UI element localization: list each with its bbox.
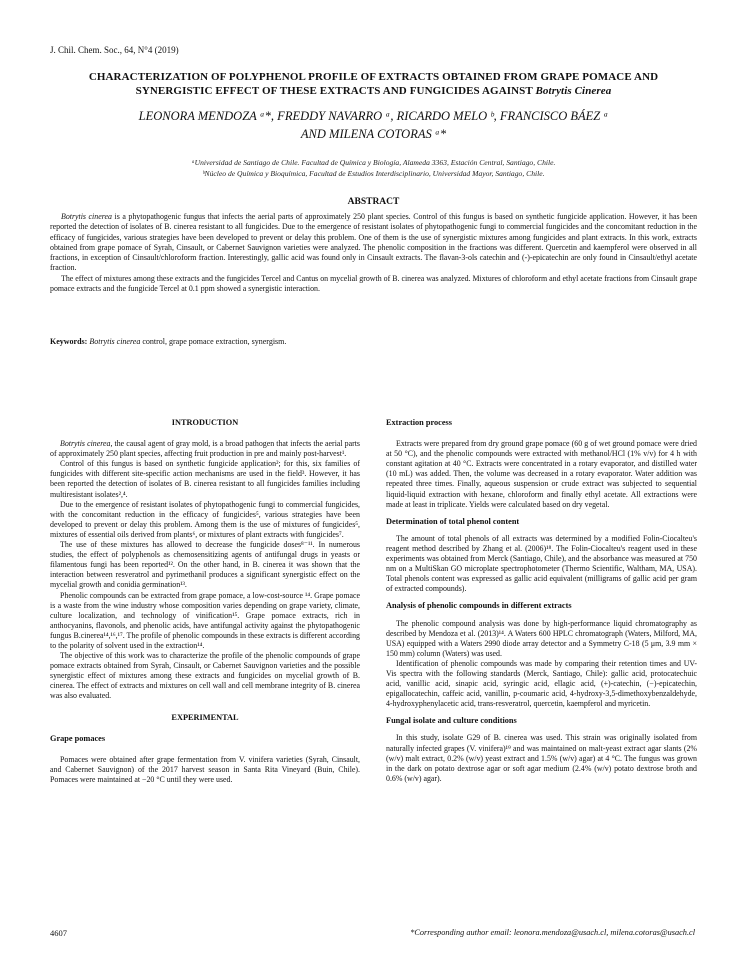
experimental-heading: EXPERIMENTAL: [171, 712, 239, 722]
intro-paragraph-4: The use of these mixtures has allowed to decrease the fungicide doses⁸⁻¹¹. In numerous studies, the effect of polyphenols as chemosensitizing agents of antifungal drugs in yeasts or filamentous fungi has been reported¹². On the other hand, in B. cinerea it was shown that the interaction between resveratrol and pyrimethanil produces a significant synergistic effect on the mycelial growth and conidia germination¹³.: [50, 540, 360, 590]
intro-paragraph-1: Botrytis cinerea, the causal agent of gray mold, is a broad pathogen that infects the aerial parts of approximately 250 plant species, affecting fruit production in pre and mainly post-harvest¹.: [50, 439, 361, 459]
phenolic-analysis-heading: Analysis of phenolic compounds in different extracts: [386, 601, 572, 611]
paper-title: [40, 70, 707, 98]
title-line-2: SYNERGISTIC EFFECT OF THESE EXTRACTS AND FUNGICIDES AGAINST Botrytis Cinerea: [135, 85, 612, 97]
grape-pomaces-paragraph: Pomaces were obtained after grape fermentation from V. vinifera varieties (Syrah, Cinsault, and Cabernet Sauvignon) of the 2017 harvest season in Santa Rita Vineyard (Buin, Chile). Pomaces were maintained at −20 °C until they were used.: [50, 754, 360, 784]
abstract-paragraph-1: Botrytis cinerea is a phytopathogenic fungus that infects the aerial parts of approximately 250 plant species. Control of this fungus is based on synthetic fungicide application. However, it has been reported the detection of isolates of B. cinerea resistant to all fungicides. Due to the emergence of resistant isolates of phytopathogenic fungi to commercial fungicides and the concomitant reduction in the efficacy of fungicides, various strategies have been developed to prevent or delay this problem. One of them is the use of synergistic mixtures among fungicides and plant extracts. In this work, extracts obtained from grape pomace of Syrah, Cinsault, or Cabernet Sauvignon varieties were analyzed. The phenolic composition in the fractions was different. Quercetin and kaempferol were observed in all fractions, in exception of Cinsault/chloroform fraction. Interestingly, gallic acid was found only in Cinsault extracts. The flavan-3-ols catechin and (-)-epicatechin are only found in Cinsault/ethyl acetate fraction.: [50, 212, 698, 273]
title-line-1: CHARACTERIZATION OF POLYPHENOL PROFILE OF EXTRACTS OBTAINED FROM GRAPE POMACE AND: [88, 71, 659, 83]
abstract-paragraph-2: The effect of mixtures among these extracts and the fungicides Tercel and Cantus on mycelial growth of B. cinerea was analyzed. Mixtures of chloroform and ethyl acetate fractions from Cinsault grape pomace extracts and the fungicide Tercel at 0.1 ppm showed a synergistic interaction.: [50, 273, 697, 294]
fungal-isolate-heading: Fungal isolate and culture conditions: [386, 716, 517, 726]
authors-line-1: LEONORA MENDOZA ᵃ*, FREDDY NAVARRO ᵃ, RICARDO MELO ᵇ, FRANCISCO BÁEZ ᵃ: [138, 109, 609, 123]
abstract-body: [50, 212, 697, 294]
extraction-process-heading: Extraction process: [386, 418, 452, 427]
abstract-heading: ABSTRACT: [347, 197, 400, 207]
corresponding-author: *Corresponding author email: leonora.mendoza@usach.cl, milena.cotoras@usach.cl: [410, 928, 695, 937]
intro-paragraph-5: Phenolic compounds can be extracted from grape pomace, a low-cost-source ¹⁴. Grape pomace is a waste from the wine industry whose composition varies depending on grape variety, climate, culture localization, and technology of vinification¹⁵. Grape pomace extracts, rich in anthocyanins, flavonols, and phenolic acids, have antifungal activity against the phytopathogenic fungus B.cinerea¹⁴,¹⁶,¹⁷. The profile of phenolic compounds in these extracts is different according to the polarity of solvent used in the extraction¹⁴.: [50, 590, 360, 650]
affiliations: [40, 157, 707, 179]
affiliation-b: ᵇNúcleo de Química y Bioquímica, Facultad de Estudios Interdisciplinario, Universidad Mayor, Santiago, Chile.: [202, 169, 545, 178]
total-phenol-paragraph: The amount of total phenols of all extracts was determined by a modified Folin-Ciocalteu's reagent method described by Zhang et al. (2006)¹⁸. The Folin-Ciocalteu's reagent used in these experiments was obtained from Merck (Santiago, Chile), and the absorbance was measured at 750 nm on a MultiSkan GO microplate spectrophotometer (Thermo Scientific, Waltham, MA, USA). Total phenols content was expressed as gallic acid equivalent (milligrams of gallic acid per gram of extracted compounds).: [386, 533, 697, 594]
intro-paragraph-6: The objective of this work was to characterize the profile of the phenolic compounds of grape pomace extracts obtained from Syrah, Cinsault, or Cabernet Sauvignon varieties and the possible synergistic effect of mixtures among these extracts and fungicides on mycelial growth of B. cinerea. The effect of extracts and mixtures on cell wall and cell membrane integrity of B. cinerea was also evaluated.: [50, 651, 360, 701]
page-number: 4607: [50, 928, 67, 938]
phenolic-analysis-paragraph-1: The phenolic compound analysis was done by high-performance liquid chromatography as described by Mendoza et al. (2013)¹⁴. A Waters 600 HPLC chromatograph (Waters, Milford, MA, USA) equipped with a Waters 2990 diode array detector and a Symmetry C-18 (5 μm, 3.9 mm × 150 mm) column (Waters) was used.: [386, 618, 697, 658]
journal-header: J. Chil. Chem. Soc., 64, N°4 (2019): [50, 45, 179, 55]
phenolic-analysis-paragraph-2: Identification of phenolic compounds was made by comparing their retention times and UV-Vis spectra with the following standards (Merck, Santiago, Chile): gallic acid, protocatechuic acid, vanillic acid, sinapic acid, syringic acid, ellagic acid, (+)-catechin, (−)-epicatechin, epigallocatechin, caffeic acid, vanillin, p-coumaric acid, 4-hydroxy-3,5-dimethoxybenzaldehyde, 4-hydroxyphenylacetic acid, trans-resveratrol, quercetin, kaempferol and myricetin.: [386, 658, 697, 709]
title-species: Botrytis Cinerea: [535, 85, 612, 97]
intro-paragraph-3: Due to the emergence of resistant isolates of phytopathogenic fungi to commercial fungicides, with the concomitant reduction in the efficacy of fungicides⁵, various strategies have been developed to prevent or delay this problem. Among them is the use of mixtures of fungicides⁵, mixtures of essential oils derived from plants⁶, or mixtures of plant extracts with fungicides⁷.: [50, 499, 360, 539]
extraction-paragraph: Extracts were prepared from dry ground grape pomace (60 g of wet ground pomace were dried at 50 °C), and the phenolic compounds were extracted with methanol/HCl (1% v/v) for 4 h with constant agitation at 40 °C. Extracts were concentrated in a rotary evaporator, and distilled water (10 mL) was added. Then, the volume was decreased in a rotary evaporator. Water addition was repeated three times. Finally, aqueous suspension or crude extract was subjected to sequential liquid-liquid extraction with hexane, chloroform and finally ethyl acetate. All extractions were made at least in triplicate. Yields were calculated based on dry vegetal.: [386, 439, 697, 509]
intro-paragraph-2: Control of this fungus is based on synthetic fungicide application²; for this, six families of fungicides with different site-specific action mechanisms are used in the field³. However, it has been reported the detection of isolates of B. cinerea resistant to all fungicides families including multiresistant isolates²,⁴.: [50, 459, 360, 499]
right-column: [386, 418, 697, 784]
total-phenol-heading: Determination of total phenol content: [386, 516, 520, 526]
fungal-isolate-paragraph: In this study, isolate G29 of B. cinerea was used. This strain was originally isolated from naturally infected grapes (V. vinifera)¹⁹ and was maintained on malt-yeast extract agar slants (2% (w/v) malt extract, 0.2% (w/v) yeast extract and 1.5% (w/v) agar) at 4 °C. The fungus was grown in the dark on potato dextrose agar or soft agar medium (2.4% (w/v) potato dextrose broth and 0.6% (w/v) agar).: [386, 733, 697, 783]
left-column: [50, 418, 360, 785]
authors: [40, 107, 707, 143]
affiliation-a: ᵃUniversidad de Santiago de Chile. Facultad de Química y Biología, Alameda 3363, Estación Central, Santiago, Chile.: [191, 158, 556, 167]
authors-line-2: AND MILENA COTORAS ᵃ*: [300, 127, 447, 141]
introduction-heading: INTRODUCTION: [171, 418, 239, 427]
grape-pomaces-heading: Grape pomaces: [50, 733, 106, 743]
keywords: Keywords: Botrytis cinerea control, grape pomace extraction, synergism.: [50, 337, 287, 346]
